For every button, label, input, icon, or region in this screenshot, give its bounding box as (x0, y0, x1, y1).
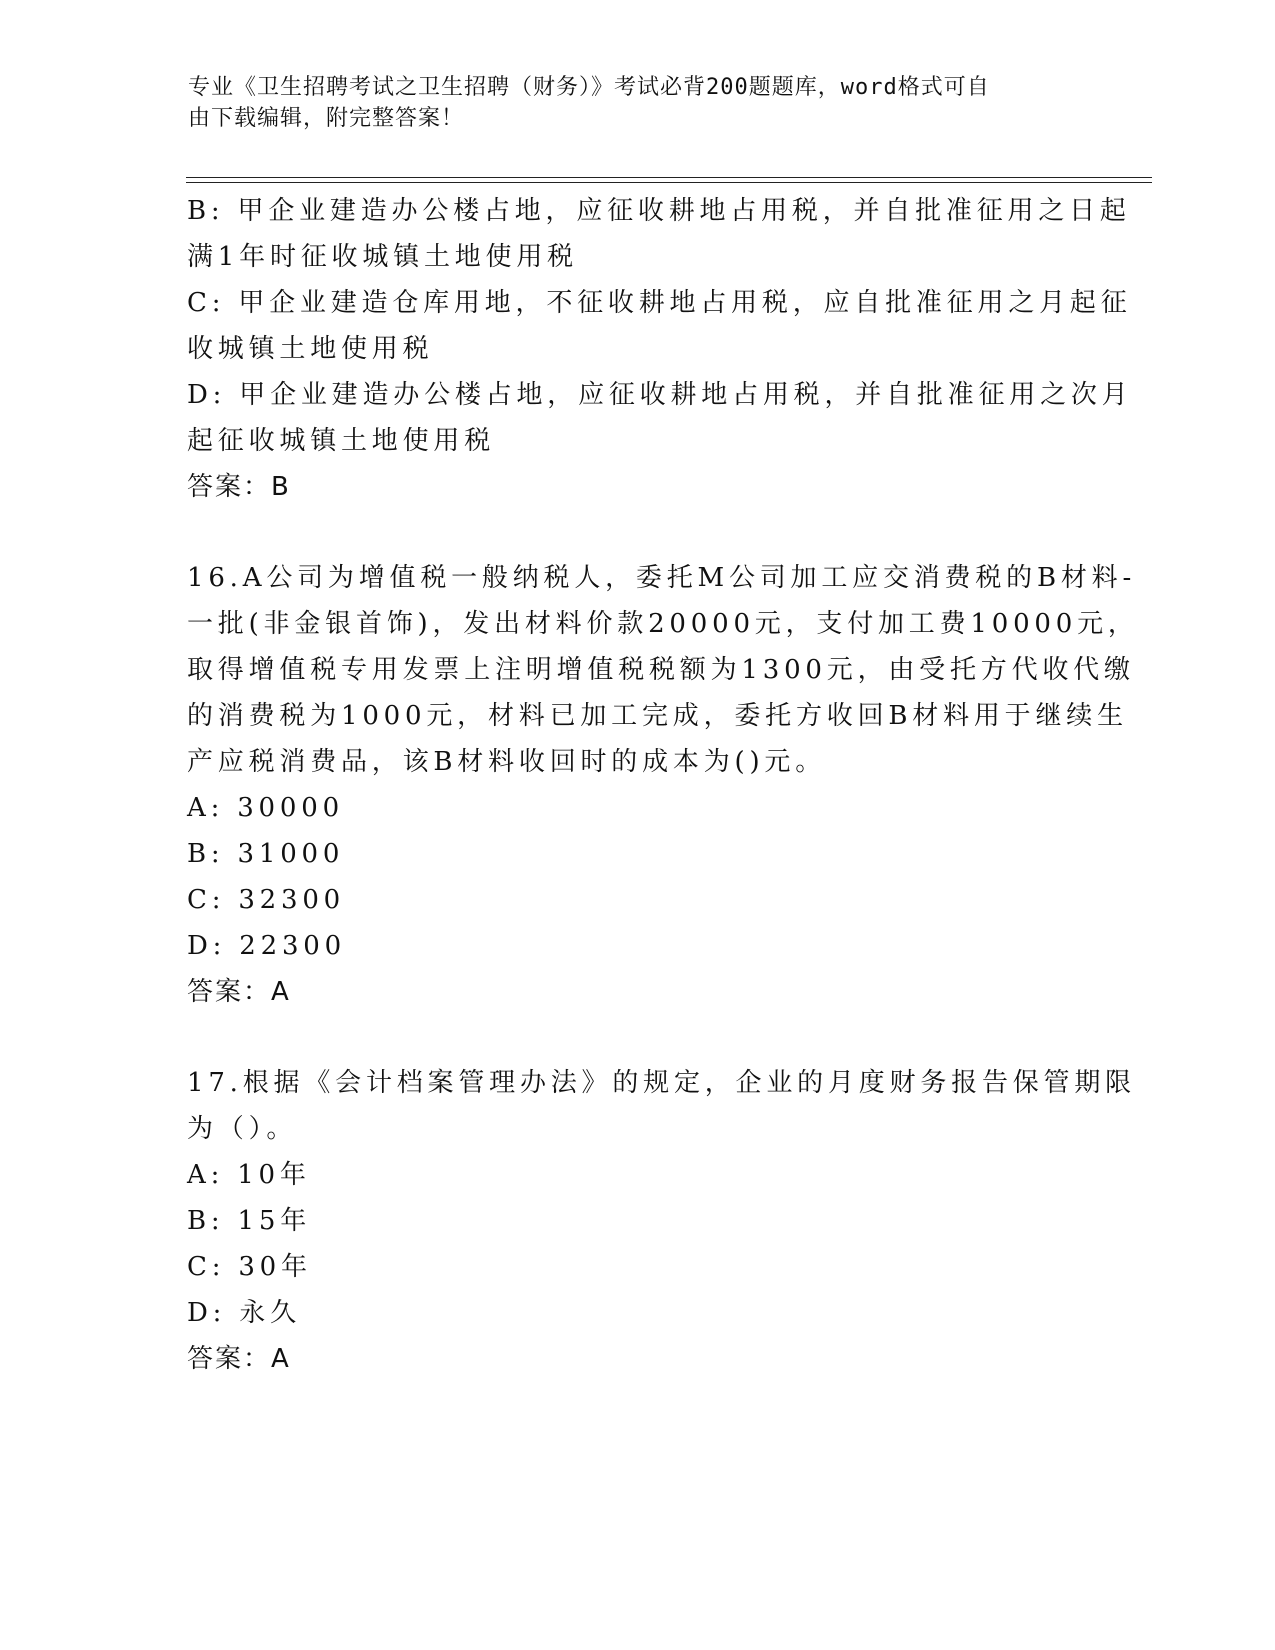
header-divider-top (186, 177, 1152, 178)
question-spacer (187, 1015, 1087, 1060)
header-divider-bottom (186, 182, 1152, 183)
document-header (188, 72, 1068, 134)
option-d-line-1: D: 甲企业建造办公楼占地，应征收耕地占用税，并自批准征用之次月 (187, 380, 1133, 410)
question-stem-line: 产应税消费品，该B材料收回时的成本为()元。 (187, 747, 826, 777)
question-15 (187, 188, 1133, 510)
question-stem-line: 取得增值税专用发票上注明增值税税额为1300元，由受托方代收代缴 (187, 655, 1135, 685)
option-c-line-2: 收城镇土地使用税 (187, 334, 434, 364)
option-c: C: 32300 (187, 885, 346, 915)
question-stem-line: 16.A公司为增值税一般纳税人，委托M公司加工应交消费税的B材料- (187, 563, 1137, 593)
option-d-line-2: 起征收城镇土地使用税 (187, 426, 496, 456)
option-b: B: 31000 (187, 839, 345, 869)
option-d: D: 永久 (187, 1298, 301, 1328)
option-b-line-2: 满1年时征收城镇土地使用税 (187, 242, 578, 272)
option-a: A: 30000 (187, 793, 344, 823)
option-b-line-1: B: 甲企业建造办公楼占地，应征收耕地占用税，并自批准征用之日起 (187, 196, 1131, 226)
header-line-2: 由下载编辑，附完整答案！ (188, 106, 465, 131)
answer-line: 答案：B (187, 472, 291, 502)
question-stem-line: 一批(非金银首饰)，发出材料价款20000元，支付加工费10000元， (187, 609, 1139, 639)
option-c-line-1: C: 甲企业建造仓库用地，不征收耕地占用税，应自批准征用之月起征 (187, 288, 1132, 318)
question-16 (187, 555, 1139, 1015)
answer-line: 答案：A (187, 977, 291, 1007)
question-17 (187, 1060, 1136, 1382)
header-line-1: 专业《卫生招聘考试之卫生招聘（财务）》考试必背200题题库，word格式可自 (188, 75, 990, 100)
question-spacer (187, 510, 1087, 555)
answer-line: 答案：A (187, 1344, 291, 1374)
option-a: A: 10年 (187, 1160, 311, 1190)
question-stem-line: 17.根据《会计档案管理办法》的规定，企业的月度财务报告保管期限 (187, 1068, 1136, 1098)
option-d: D: 22300 (187, 931, 346, 961)
option-c: C: 30年 (187, 1252, 312, 1282)
question-stem-line: 为（）。 (187, 1114, 298, 1144)
document-body (187, 188, 1139, 1382)
option-b: B: 15年 (187, 1206, 312, 1236)
question-stem-line: 的消费税为1000元，材料已加工完成，委托方收回B材料用于继续生 (187, 701, 1128, 731)
